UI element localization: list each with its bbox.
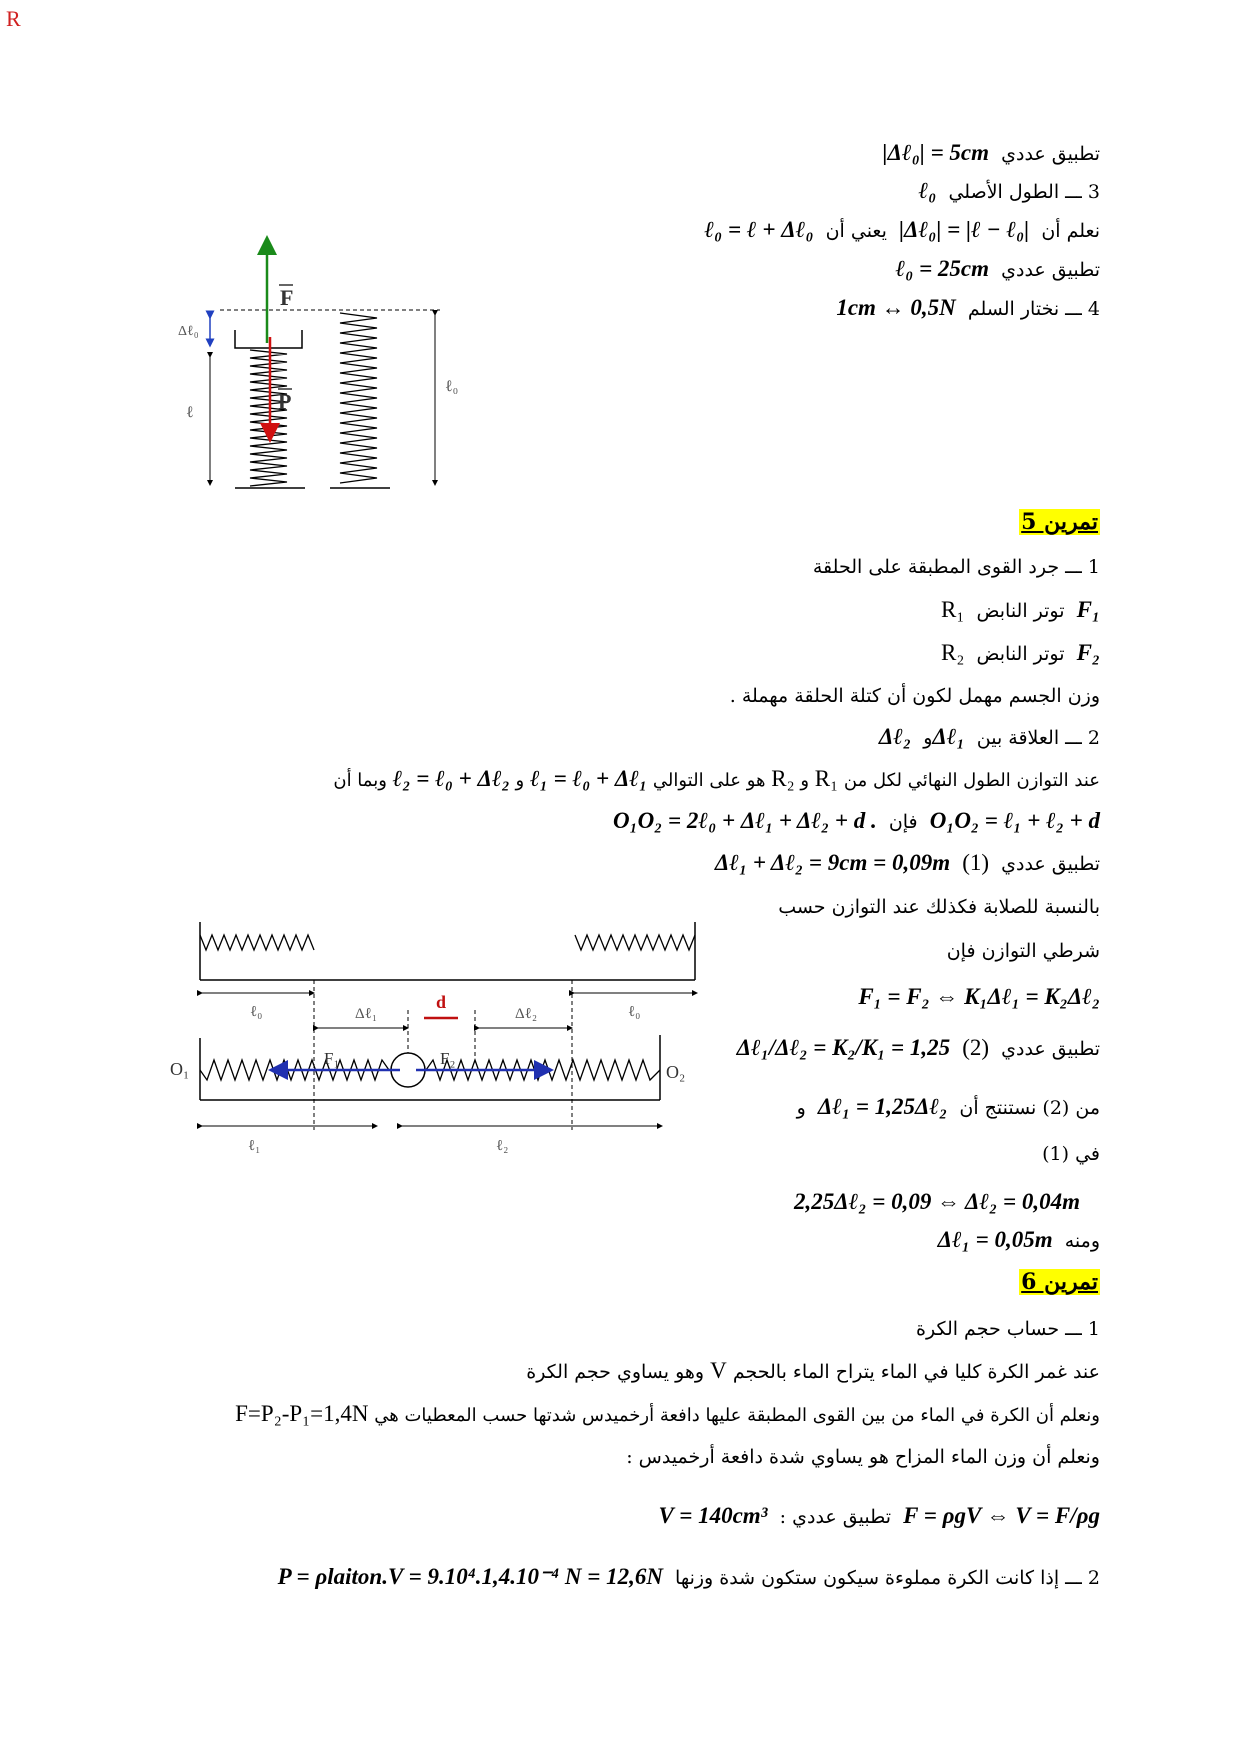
ex5-line-10: شرطي التوازن فإن xyxy=(946,940,1100,962)
l0-left-label: ℓ₀ xyxy=(250,1004,263,1020)
weight-label: P xyxy=(278,389,292,414)
delta-l2-label: Δℓ₂ xyxy=(515,1006,538,1022)
l-label: ℓ xyxy=(186,404,194,421)
l2-label: ℓ₂ xyxy=(496,1138,509,1154)
spring-figure-1 xyxy=(178,255,520,555)
force-label: F xyxy=(280,285,294,310)
ex5-line-13: من (2) نستنتج أن Δℓ₁ = 1,25Δℓ₂ و xyxy=(796,1094,1100,1119)
top-line-5: 4 ـــ نختار السلم 1cm ↔ 0,5N xyxy=(836,295,1100,320)
top-line-1: تطبيق عددي |Δℓ₀| = 5cm xyxy=(882,140,1100,165)
f2-label: F₂ xyxy=(440,1049,456,1068)
ex5-line-12: تطبيق عددي Δℓ₁/Δℓ₂ = K₂/K₁ = 1,25 (2) xyxy=(736,1035,1100,1060)
top-right-spring xyxy=(575,935,695,950)
ex5-line-6: عند التوازن الطول النهائي لكل من R₁ و R₂ هو على التوالي ℓ₁ = ℓ₀ + Δℓ₁ و ℓ₂ = ℓ₀ + Δℓ₂ وبما أن xyxy=(333,766,1100,791)
delta-l0-label: Δℓ₀ xyxy=(178,324,199,339)
plate xyxy=(235,330,302,348)
delta-l1-label: Δℓ₁ xyxy=(355,1006,378,1022)
ex5-line-15: 2,25Δℓ₂ = 0,09 ⇔ Δℓ₂ = 0,04m xyxy=(793,1189,1080,1214)
top-line-4: تطبيق عددي ℓ₀ = 25cm xyxy=(895,256,1100,281)
left-spring xyxy=(250,350,287,486)
top-line-3: نعلم أن |Δℓ₀| = |ℓ − ℓ₀| يعني أن ℓ₀ = ℓ + Δℓ₀ xyxy=(704,217,1100,242)
ex5-line-4: وزن الجسم مهمل لكون أن كتلة الحلقة مهملة . xyxy=(729,685,1100,707)
corner-mark: R xyxy=(6,6,21,31)
l1-label: ℓ₁ xyxy=(248,1138,261,1154)
ex5-line-11: F₁ = F₂ ⇔ K₁Δℓ₁ = K₂Δℓ₂ xyxy=(858,984,1100,1009)
ex5-line-3: F₂ توتر النابض R₂ xyxy=(941,640,1100,665)
right-spring xyxy=(340,313,377,483)
ex5-line-8: تطبيق عددي Δℓ₁ + Δℓ₂ = 9cm = 0,09m (1) xyxy=(714,850,1100,875)
ex5-line-14: في (1) xyxy=(1042,1143,1100,1165)
l0-right-label: ℓ₀ xyxy=(628,1004,641,1020)
ex5-line-9: بالنسبة للصلابة فكذلك عند التوازن حسب xyxy=(778,896,1100,918)
ex5-line-7: O₁O₂ = ℓ₁ + ℓ₂ + d فإن O₁O₂ = 2ℓ₀ + Δℓ₁ + Δℓ₂ + d . xyxy=(613,808,1100,833)
ex5-line-16: ومنه Δℓ₁ = 0,05m xyxy=(937,1227,1100,1252)
top-left-spring xyxy=(200,935,314,950)
o2-label: O₂ xyxy=(666,1062,686,1082)
l0-label: ℓ₀ xyxy=(445,378,459,395)
ex5-line-1: 1 ـــ جرد القوى المطبقة على الحلقة xyxy=(812,556,1100,578)
o1-label: O₁ xyxy=(170,1059,190,1079)
ex6-title: تمرين 6 xyxy=(1021,1269,1098,1295)
ex6-line-1: 1 ـــ حساب حجم الكرة xyxy=(916,1318,1100,1340)
ex5-title: تمرين 5 xyxy=(1021,509,1098,535)
ex6-line-6: 2 ـــ إذا كانت الكرة مملوءة سيكون ستكون شدة وزنها P = ρlaiton.V = 9.10⁴.1,4.10⁻⁴ N = 12,6N xyxy=(277,1564,1100,1589)
ex5-line-2: F₁ توتر النابض R₁ xyxy=(941,597,1100,622)
spring-figure-2 xyxy=(160,900,730,1170)
ex5-line-5: 2 ـــ العلاقة بين Δℓ₁و Δℓ₂ xyxy=(878,724,1100,749)
f1-label: F₁ xyxy=(324,1049,340,1068)
ex6-line-2: عند غمر الكرة كليا في الماء يتراح الماء بالحجم V وهو يساوي حجم الكرة xyxy=(526,1358,1100,1383)
ex6-line-5: F = ρgV ⇔ V = F/ρg تطبيق عددي : V = 140cm³ xyxy=(658,1503,1100,1528)
ex6-line-3: ونعلم أن الكرة في الماء من بين القوى المطبقة عليها دافعة أرخميدس شدتها حسب المعطيات هي F=P₂-P₁=1,4N xyxy=(235,1401,1100,1426)
top-line-2: 3 ـــ الطول الأصلي ℓ₀ xyxy=(918,178,1100,203)
ex6-line-4: ونعلم أن وزن الماء المزاح هو يساوي شدة دافعة أرخميدس : xyxy=(626,1446,1100,1468)
d-label: d xyxy=(436,992,447,1012)
